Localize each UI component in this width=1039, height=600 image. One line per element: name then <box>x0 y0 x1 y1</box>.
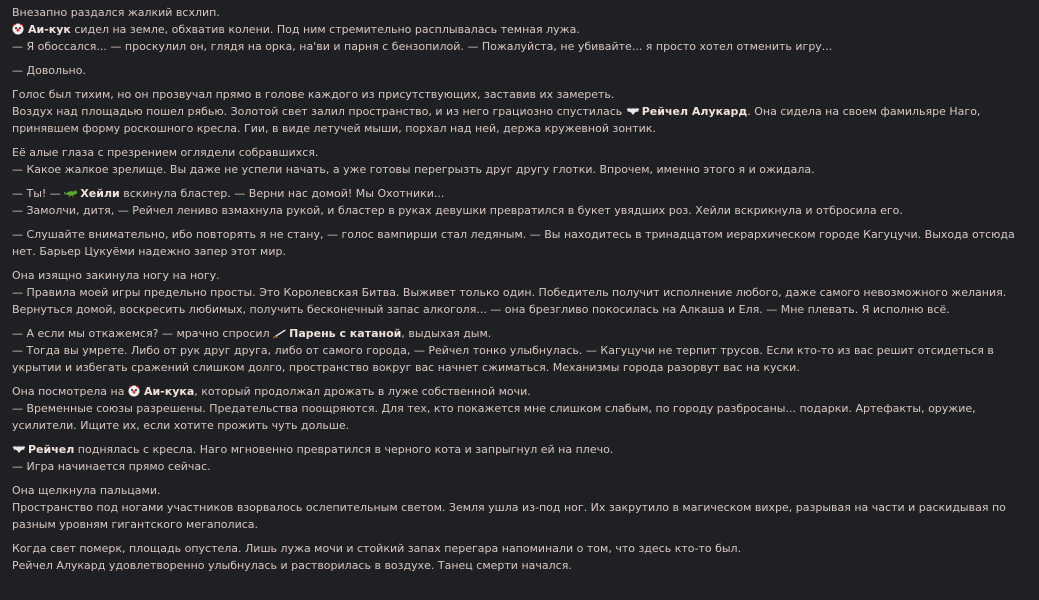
story-line <box>12 325 1032 342</box>
story-text: сидел на земле, обхватив колени. Под ним стремительно расплывалась темная лужа. <box>70 23 580 36</box>
story-line <box>12 458 1032 475</box>
story-paragraph <box>12 226 1032 260</box>
story-text: — Тогда вы умрете. Либо от рук друг друга, либо от самого города, — Рейчел тонко улыбнулась. — Кагуцучи не терпит трусов. Если кто-то из вас решит отсидеться в укрытии и избегать сражений слишком долго, пространство вокруг вас начнет сжиматься. Механизмы города разорвут вас на куски. <box>12 344 998 374</box>
story-text: Голос был тихим, но он прозвучал прямо в голове каждого из присутствующих, заставив их замереть. <box>12 88 615 101</box>
story-line <box>12 400 1032 434</box>
story-text: , который продолжал дрожать в луже собственной мочи. <box>194 385 531 398</box>
story-paragraph <box>12 4 1032 55</box>
story-text: Она щелкнула пальцами. <box>12 484 161 497</box>
story-text: — Довольно. <box>12 64 86 77</box>
katana-icon <box>273 327 285 339</box>
character-mention[interactable] <box>626 105 748 118</box>
story-text: — Слушайте внимательно, ибо повторять я не стану, — голос вампирши стал ледяным. — Вы находитесь в тринадцатом иерархическом городе Кагуцучи. Выхода отсюда нет. Барьер Цукуёми надежно запер этот мир. <box>12 228 1019 258</box>
story-paragraph <box>12 325 1032 376</box>
story-paragraph <box>12 441 1032 475</box>
message-content <box>12 4 1032 581</box>
story-paragraph <box>12 383 1032 434</box>
story-line <box>12 161 1032 178</box>
story-line <box>12 557 1032 574</box>
character-mention[interactable] <box>12 443 74 456</box>
story-paragraph <box>12 185 1032 219</box>
story-line <box>12 383 1032 400</box>
story-text: Пространство под ногами участников взорвалось ослепительным светом. Земля ушла из-под ног. Их закрутило в магическом вихре, разрывая на части и раскидывая по разным уровням гигантского мегаполиса. <box>12 501 1010 531</box>
story-line <box>12 38 1032 55</box>
story-line <box>12 482 1032 499</box>
story-line <box>12 62 1032 79</box>
story-line <box>12 202 1032 219</box>
character-name: Парень с катаной <box>289 327 402 340</box>
lizard-icon <box>64 187 76 199</box>
clown-face-icon <box>12 23 24 35</box>
story-line <box>12 21 1032 38</box>
story-text: — Временные союзы разрешены. Предательства поощряются. Для тех, кто покажется мне слишком слабым, по городу разбросаны... подарки. Артефакты, оружие, усилители. Ищите их, если хотите прожить чуть дольше. <box>12 402 980 432</box>
story-line <box>12 185 1032 202</box>
story-text: Она посмотрела на <box>12 385 128 398</box>
character-mention[interactable] <box>273 327 401 340</box>
story-text: Её алые глаза с презрением оглядели собравшихся. <box>12 146 319 159</box>
story-line <box>12 4 1032 21</box>
story-line <box>12 267 1032 284</box>
story-text: . Она сидела на своем фамильяре Наго, принявшем форму роскошного кресла. Гии, в виде летучей мыши, порхал над ней, держа кружевной зонтик. <box>12 105 984 135</box>
character-name: Аи-кук <box>28 23 71 36</box>
story-line <box>12 540 1032 557</box>
story-line <box>12 441 1032 458</box>
story-text: , выдыхая дым. <box>401 327 492 340</box>
story-line <box>12 103 1032 137</box>
character-mention[interactable] <box>64 187 119 200</box>
character-name: Рейчел Алукард <box>641 105 748 118</box>
story-paragraph <box>12 144 1032 178</box>
character-name: Рейчел <box>28 443 75 456</box>
story-paragraph <box>12 482 1032 533</box>
character-mention[interactable] <box>12 23 71 36</box>
story-text: Рейчел Алукард удовлетворенно улыбнулась и растворилась в воздухе. Танец смерти начался. <box>12 559 572 572</box>
character-name: Хейли <box>80 187 120 200</box>
story-text: Она изящно закинула ногу на ногу. <box>12 269 220 282</box>
character-mention[interactable] <box>128 385 194 398</box>
clown-face-icon <box>128 385 140 397</box>
story-paragraph <box>12 62 1032 79</box>
story-paragraph <box>12 267 1032 318</box>
story-text: — Я обоссался... — проскулил он, глядя на орка, на'ви и парня с бензопилой. — Пожалуйста, не убивайте... я просто хотел отменить игру... <box>12 40 833 53</box>
story-text: — А если мы откажемся? — мрачно спросил <box>12 327 274 340</box>
story-text: — Правила моей игры предельно просты. Это Королевская Битва. Выживет только один. Победитель получит исполнение любого, даже самого невозможного желания. Вернуться домой, воскресить любимых, получить бесконечный запас алкоголя... — она брезгливо покосилась на Алкаша и Еля. — Мне плевать. Я исполню всё. <box>12 286 1010 316</box>
story-line <box>12 226 1032 260</box>
story-line <box>12 342 1032 376</box>
story-paragraph <box>12 86 1032 137</box>
story-line <box>12 284 1032 318</box>
character-name: Аи-кука <box>143 385 195 398</box>
story-line <box>12 86 1032 103</box>
story-text: Воздух над площадью пошел рябью. Золотой свет залил пространство, и из него грациозно спустилась <box>12 105 626 118</box>
story-text: — Ты! — <box>12 187 65 200</box>
story-text: — Замолчи, дитя, — Рейчел лениво взмахнула рукой, и бластер в руках девушки превратился в букет увядших роз. Хейли вскрикнула и отбросила его. <box>12 204 903 217</box>
story-paragraph <box>12 540 1032 574</box>
story-text: Когда свет померк, площадь опустела. Лишь лужа мочи и стойкий запах перегара напоминали о том, что здесь кто-то был. <box>12 542 742 555</box>
story-text: поднялась с кресла. Наго мгновенно превратился в черного кота и запрыгнул ей на плечо. <box>74 443 614 456</box>
story-text: — Какое жалкое зрелище. Вы даже не успели начать, а уже готовы перегрызть друг другу глотки. Впрочем, именно этого я и ожидала. <box>12 163 815 176</box>
bat-icon <box>626 105 638 117</box>
story-text: — Игра начинается прямо сейчас. <box>12 460 211 473</box>
story-text: Внезапно раздался жалкий всхлип. <box>12 6 220 19</box>
story-line <box>12 499 1032 533</box>
bat-icon <box>12 443 24 455</box>
story-line <box>12 144 1032 161</box>
story-text: вскинула бластер. — Верни нас домой! Мы Охотники... <box>119 187 445 200</box>
